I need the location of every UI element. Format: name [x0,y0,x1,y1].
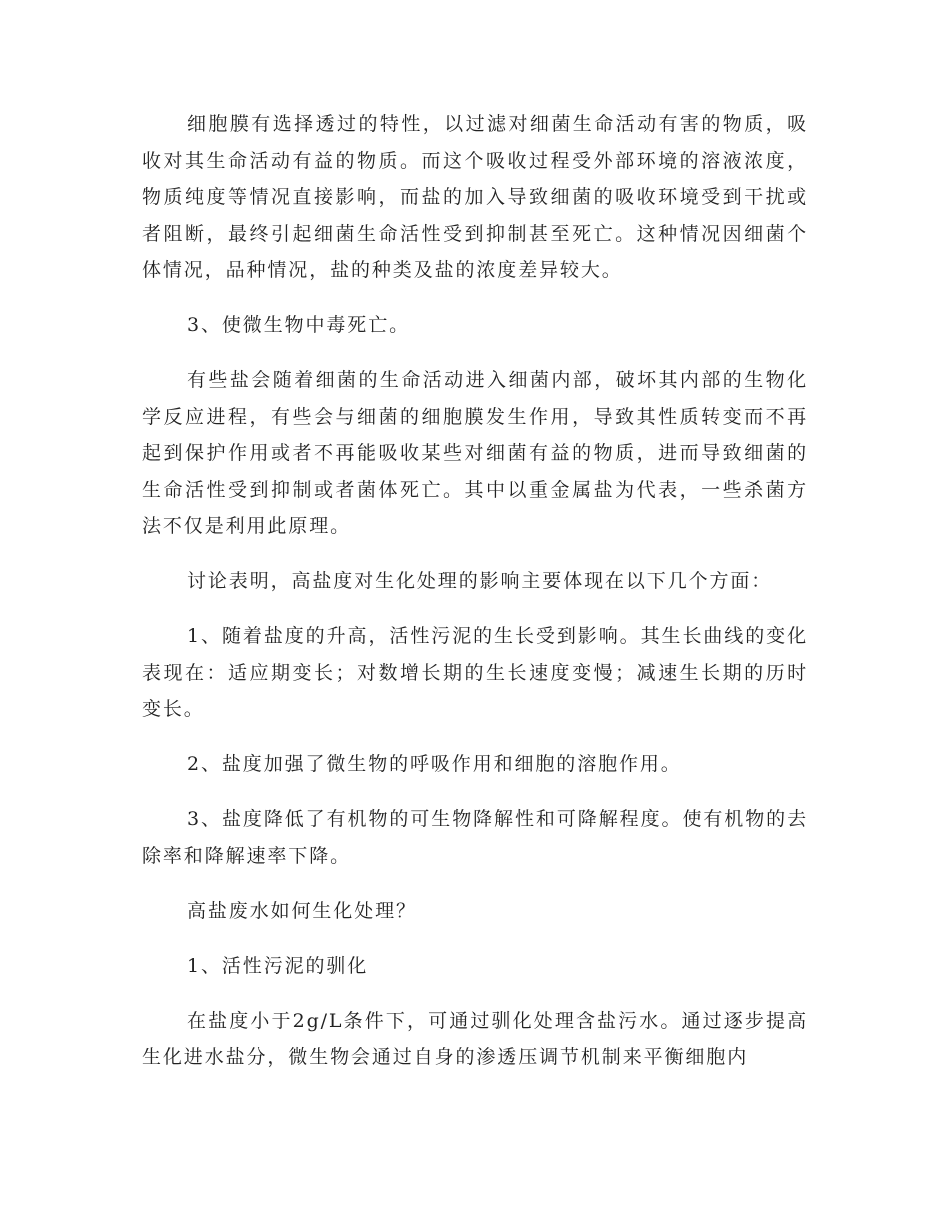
question-heading: 高盐废水如何生化处理？ [187,899,417,922]
point-respiration: 2、盐度加强了微生物的呼吸作用和细胞的溶胞作用。 [187,753,682,775]
paragraph-cell-membrane: 细胞膜有选择透过的特性，以过滤对细菌生命活动有害的物质，吸收对其生命活动有益的物质。而这个吸收过程受外部环境的溶液浓度，物质纯度等情况直接影响，而盐的加入导致细菌的吸收环境受到干扰或者阻断，最终引起细菌生命活性受到抑制甚至死亡。这种情况因细菌个体情况，品种情况，盐的种类及盐的浓度差异较大。 [142,113,808,281]
paragraph-acclimation: 在盐度小于2g/L条件下，可通过驯化处理含盐污水。通过逐步提高生化进水盐分，微生物会通过自身的渗透压调节机制来平衡细胞内 [142,1009,808,1068]
point-biodegradability: 3、盐度降低了有机物的可生物降解性和可降解程度。使有机物的去除率和降解速率下降。 [142,808,808,867]
paragraph-salt-enters-bacteria: 有些盐会随着细菌的生命活动进入细菌内部，破坏其内部的生物化学反应进程，有些会与细菌的细胞膜发生作用，导致其性质转变而不再起到保护作用或者不再能吸收某些对细菌有益的物质，进而导致细菌的生命活性受到抑制或者菌体死亡。其中以重金属盐为代表，一些杀菌方法不仅是利用此原理。 [142,369,808,537]
paragraph-discussion: 讨论表明，高盐度对生化处理的影响主要体现在以下几个方面： [187,570,773,592]
point-growth-curve: 1、随着盐度的升高，活性污泥的生长受到影响。其生长曲线的变化表现在：适应期变长；对数增长期的生长速度变慢；减速生长期的历时变长。 [142,625,808,720]
heading-sludge-acclimation: 1、活性污泥的驯化 [187,954,369,977]
heading-poisoning: 3、使微生物中毒死亡。 [187,314,410,336]
